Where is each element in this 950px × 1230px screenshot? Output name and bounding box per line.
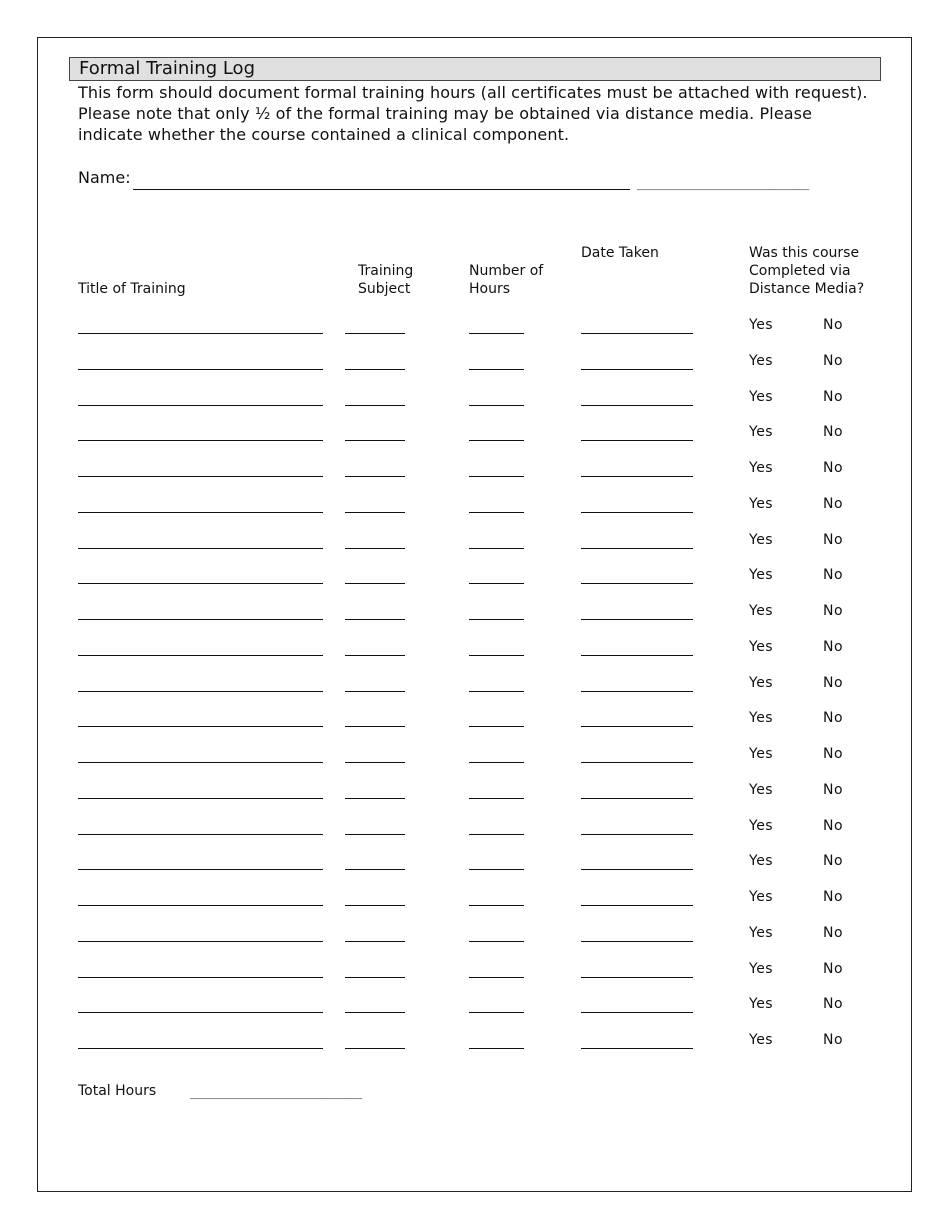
number-of-hours-field[interactable] [469,869,524,870]
distance-no-option[interactable]: No [823,317,844,333]
date-taken-field[interactable] [581,1048,693,1049]
title-of-training-field[interactable] [78,869,323,870]
date-taken-field[interactable] [581,512,693,513]
title-of-training-field[interactable] [78,762,323,763]
title-of-training-field[interactable] [78,691,323,692]
date-taken-field[interactable] [581,941,693,942]
number-of-hours-field[interactable] [469,798,524,799]
number-of-hours-field[interactable] [469,726,524,727]
table-row [0,780,950,816]
distance-yes-option[interactable]: Yes [749,817,774,834]
table-row [0,637,950,673]
title-of-training-field[interactable] [78,726,323,727]
distance-yes-option[interactable]: Yes [749,889,774,905]
title-of-training-field[interactable] [78,369,323,370]
table-row [0,851,950,887]
title-of-training-field[interactable] [78,548,323,549]
distance-yes-option[interactable]: Yes [749,531,774,548]
distance-no-option[interactable]: No [823,1032,844,1048]
number-of-hours-field[interactable] [469,1048,524,1049]
date-taken-field[interactable] [581,583,693,584]
table-row [0,494,950,530]
distance-yes-option[interactable]: Yes [749,388,774,405]
name-field[interactable] [133,189,630,190]
name-label: Name: [78,168,131,187]
header-title-of-training: Title of Training [78,281,186,297]
title-of-training-field[interactable] [78,1012,323,1013]
distance-no-option[interactable]: No [823,781,844,798]
table-row [0,601,950,637]
number-of-hours-field[interactable] [469,941,524,942]
date-taken-field[interactable] [581,476,693,477]
table-row [0,673,950,709]
number-of-hours-field[interactable] [469,548,524,549]
title-of-training-field[interactable] [78,333,323,334]
distance-no-option[interactable]: No [823,674,844,691]
training-subject-field[interactable] [345,691,405,692]
distance-yes-option[interactable]: Yes [749,996,774,1013]
title-of-training-field[interactable] [78,619,323,620]
table-row [0,744,950,780]
date-taken-field[interactable] [581,369,693,370]
distance-no-option[interactable]: No [823,960,844,977]
training-subject-field[interactable] [345,1012,405,1013]
date-taken-field[interactable] [581,798,693,799]
distance-yes-option[interactable]: Yes [749,460,774,476]
number-of-hours-field[interactable] [469,369,524,370]
form-title: Formal Training Log [69,57,881,81]
number-of-hours-field[interactable] [469,834,524,835]
number-of-hours-field[interactable] [469,583,524,584]
training-subject-field[interactable] [345,405,405,406]
table-row [0,887,950,923]
table-row [0,816,950,852]
training-subject-field[interactable] [345,512,405,513]
form-instructions: This form should document formal training hours (all certificates must be attached with request). Please note that only ½ of the formal training may be obtained via distance media. Please indicate whether the course contained a clinical component. [78,83,868,144]
training-subject-field[interactable] [345,333,405,334]
training-subject-field[interactable] [345,762,405,763]
distance-yes-option[interactable]: Yes [749,746,774,762]
date-taken-field[interactable] [581,619,693,620]
date-taken-field[interactable] [581,655,693,656]
training-subject-field[interactable] [345,726,405,727]
distance-no-option[interactable]: No [823,817,844,834]
date-taken-field[interactable] [581,977,693,978]
training-subject-field[interactable] [345,655,405,656]
date-taken-field[interactable] [581,691,693,692]
number-of-hours-field[interactable] [469,905,524,906]
distance-no-option[interactable]: No [823,853,844,870]
title-of-training-field[interactable] [78,977,323,978]
number-of-hours-field[interactable] [469,619,524,620]
training-subject-field[interactable] [345,798,405,799]
date-taken-field[interactable] [581,440,693,441]
date-taken-field[interactable] [581,405,693,406]
name-field-extension[interactable]: ______________________ [637,177,810,191]
distance-yes-option[interactable]: Yes [749,853,774,870]
title-of-training-field[interactable] [78,655,323,656]
title-of-training-field[interactable] [78,583,323,584]
number-of-hours-field[interactable] [469,655,524,656]
date-taken-field[interactable] [581,869,693,870]
distance-no-option[interactable]: No [823,352,844,369]
distance-no-option[interactable]: No [823,567,844,584]
distance-yes-option[interactable]: Yes [749,638,774,655]
distance-yes-option[interactable]: Yes [749,603,774,619]
total-hours-field[interactable]: ______________________ [190,1086,363,1100]
distance-no-option[interactable]: No [823,603,844,619]
distance-no-option[interactable]: No [823,710,844,727]
distance-yes-option[interactable]: Yes [749,495,774,512]
distance-no-option[interactable]: No [823,531,844,548]
number-of-hours-field[interactable] [469,1012,524,1013]
title-of-training-field[interactable] [78,834,323,835]
distance-yes-option[interactable]: Yes [749,674,774,691]
training-subject-field[interactable] [345,1048,405,1049]
header-distance-media: Was this course Completed via Distance Media? [749,245,865,297]
distance-yes-option[interactable]: Yes [749,781,774,798]
title-of-training-field[interactable] [78,440,323,441]
table-row [0,387,950,423]
number-of-hours-field[interactable] [469,691,524,692]
number-of-hours-field[interactable] [469,762,524,763]
training-subject-field[interactable] [345,619,405,620]
table-row [0,708,950,744]
table-row [0,994,950,1030]
distance-no-option[interactable]: No [823,924,844,941]
distance-yes-option[interactable]: Yes [749,960,774,977]
distance-no-option[interactable]: No [823,746,844,762]
table-row [0,565,950,601]
distance-yes-option[interactable]: Yes [749,424,774,441]
number-of-hours-field[interactable] [469,977,524,978]
training-subject-field[interactable] [345,548,405,549]
table-row [0,422,950,458]
training-subject-field[interactable] [345,977,405,978]
table-row [0,351,950,387]
training-subject-field[interactable] [345,476,405,477]
number-of-hours-field[interactable] [469,405,524,406]
table-row [0,923,950,959]
number-of-hours-field[interactable] [469,440,524,441]
title-of-training-field[interactable] [78,905,323,906]
date-taken-field[interactable] [581,333,693,334]
training-subject-field[interactable] [345,834,405,835]
header-date-taken: Date Taken [581,245,659,261]
distance-no-option[interactable]: No [823,495,844,512]
title-of-training-field[interactable] [78,405,323,406]
distance-no-option[interactable]: No [823,996,844,1013]
date-taken-field[interactable] [581,905,693,906]
total-hours-label: Total Hours [78,1083,157,1099]
number-of-hours-field[interactable] [469,512,524,513]
title-of-training-field[interactable] [78,476,323,477]
distance-yes-option[interactable]: Yes [749,710,774,727]
date-taken-field[interactable] [581,548,693,549]
distance-no-option[interactable]: No [823,889,844,905]
table-row [0,458,950,494]
training-subject-field[interactable] [345,369,405,370]
training-subject-field[interactable] [345,869,405,870]
distance-no-option[interactable]: No [823,388,844,405]
title-of-training-field[interactable] [78,941,323,942]
title-of-training-field[interactable] [78,512,323,513]
title-of-training-field[interactable] [78,1048,323,1049]
header-training-subject: Training Subject [358,263,414,297]
table-row [0,959,950,995]
distance-yes-option[interactable]: Yes [749,1032,774,1048]
distance-yes-option[interactable]: Yes [749,317,774,333]
date-taken-field[interactable] [581,762,693,763]
table-row [0,1030,950,1066]
date-taken-field[interactable] [581,1012,693,1013]
number-of-hours-field[interactable] [469,333,524,334]
table-row [0,315,950,351]
training-subject-field[interactable] [345,440,405,441]
distance-no-option[interactable]: No [823,460,844,476]
title-of-training-field[interactable] [78,798,323,799]
distance-yes-option[interactable]: Yes [749,352,774,369]
training-subject-field[interactable] [345,941,405,942]
distance-yes-option[interactable]: Yes [749,567,774,584]
distance-yes-option[interactable]: Yes [749,924,774,941]
training-subject-field[interactable] [345,905,405,906]
training-subject-field[interactable] [345,583,405,584]
distance-no-option[interactable]: No [823,424,844,441]
date-taken-field[interactable] [581,834,693,835]
table-row [0,530,950,566]
distance-no-option[interactable]: No [823,638,844,655]
header-number-of-hours: Number of Hours [469,263,544,297]
number-of-hours-field[interactable] [469,476,524,477]
date-taken-field[interactable] [581,726,693,727]
